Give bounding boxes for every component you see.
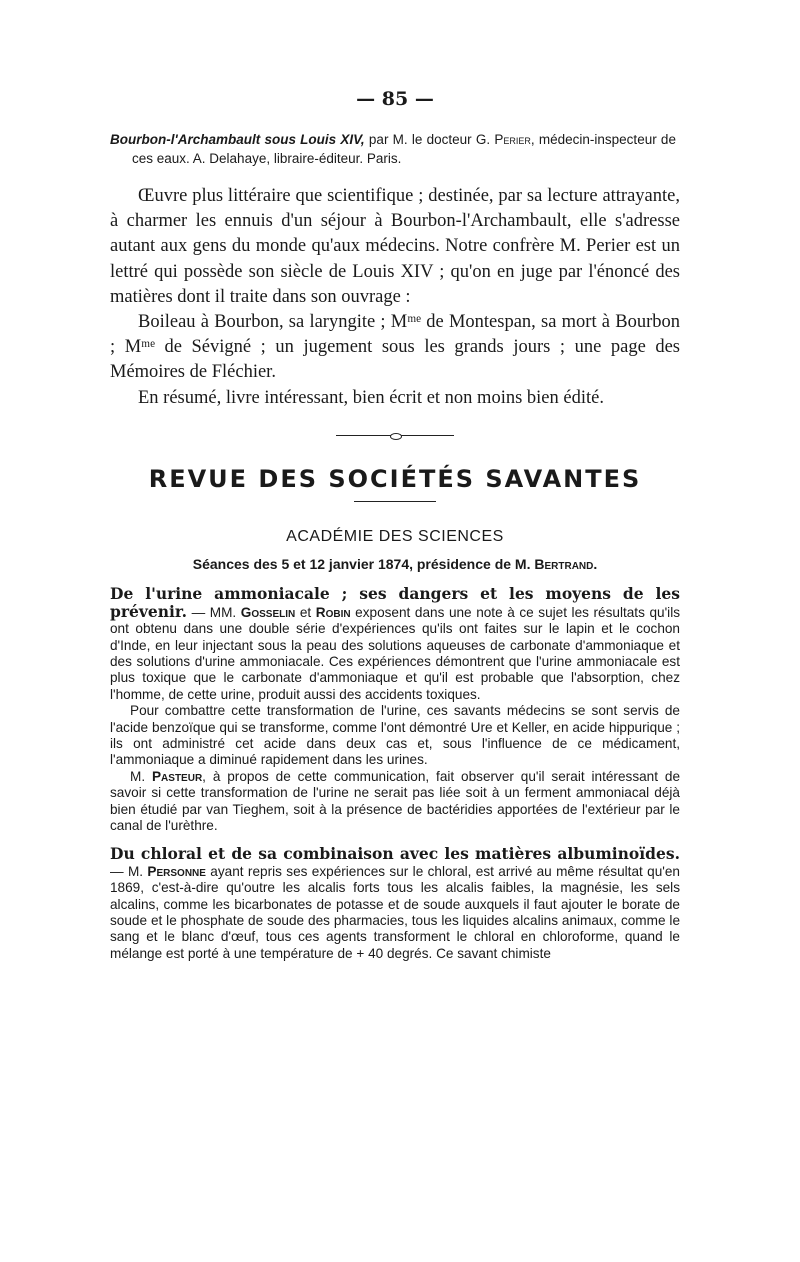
article-title: De l'urine ammoniacale ; ses dangers et les moyens de les prévenir. (110, 584, 680, 621)
author-name: Personne (147, 863, 206, 879)
divider (354, 501, 436, 503)
book-title: Bourbon-l'Archambault sous Louis XIV, (110, 132, 365, 147)
book-review (110, 184, 680, 411)
author-name: Robin (315, 604, 351, 620)
subsection-heading: ACADÉMIE DES SCIENCES (286, 528, 504, 546)
review-paragraph: En résumé, livre intéressant, bien écrit et non moins bien édité. (138, 387, 604, 408)
ornament-divider (336, 433, 454, 439)
review-paragraph: Œuvre plus littéraire que scientifique ; destinée, par sa lecture attrayante, à charmer les ennuis d'un séjour à Bourbon-l'Archambault, elle s'adresse autant aux gens du monde qu'aux médecins. Notre confrère M. Perier est un lettré qui possède son siècle de Louis XIV ; qu'on en juge par l'énoncé des matières dont il traite dans son ouvrage : (110, 186, 680, 307)
book-publisher: , médecin-inspecteur de ces eaux. A. Delahaye, libraire-éditeur. Paris. (132, 132, 676, 166)
article-chloral (110, 846, 680, 962)
article-paragraph: M. Pasteur, à propos de cette communication, fait observer qu'il serait intéressant de savoir si cette transformation de l'urine ne serait pas liée soit à un ferment ammoniacal déjà bien étudié par van Tieghem, soit à la présence de bactéridies apportées de l'extérieur par le canal de l'urèthre. (110, 768, 680, 834)
article-paragraph: Pour combattre cette transformation de l'urine, ces savants médecins se sont servis de l'acide benzoïque qui se transforme, comme l'ont démontré Ure et Keller, en acide hippurique ; ils ont administré cet acide dans deux cas et, sous l'influence de ce médicament, l'ammoniaque a diminué rapidement dans les urines. (110, 703, 680, 768)
section-heading: REVUE DES SOCIÉTÉS SAVANTES (148, 464, 642, 493)
book-by: par M. le docteur G. (368, 132, 491, 147)
article-paragraph: De l'urine ammoniacale ; ses dangers et les moyens de les prévenir. — MM. Gosselin et Robin exposent dans une note à ce sujet les résultats qu'ils ont obtenu dans une double série d'expériences qu'ils ont faites sur le lapin et le cochon d'Inde, en leur injectant sous la peau des solutions aqueuses de carbonate d'ammoniaque et des solutions d'urine ammoniacale. Ces expériences démontrent que l'urine ammoniacale est plus toxique que le carbonate d'ammoniaque et qu'il est probable que l'absorption, chez l'homme, de cette urine, produit aussi des accidents toxiques. (110, 584, 681, 702)
bibliographic-entry (110, 130, 680, 168)
page (110, 88, 680, 962)
page-number: — 85 — (356, 88, 434, 110)
author-name: Pasteur (151, 768, 203, 784)
review-paragraph: Boileau à Bourbon, sa laryngite ; Mᵐᵉ de Montespan, sa mort à Bourbon ; Mᵐᵉ de Sévigné ; un jugement sous les grands jours ; une page des Mémoires de Fléchier. (110, 312, 680, 383)
article-paragraph: Du chloral et de sa combinaison avec les matières albuminoïdes. — M. Personne ayant repris ses expériences sur le chloral, est arrivé au même résultat qu'en 1869, c'est-à-dire qu'outre les alcalis forts tous les alcalis faibles, la magnésie, les sels alcalins, comme les bicarbonates de potasse et de soude auxquels il faut ajouter le borate de soude et le phosphate de soude des pharmacies, tous les liquides alcalins animaux, comme le sang et le blanc d'œuf, tous ces agents transforment le chloral en chloroforme, quand le mélange est porté à une température de + 40 degrés. Ce savant chimiste (110, 844, 680, 961)
article-urine (110, 586, 680, 834)
president-name: Bertrand (534, 556, 594, 573)
sessions-line: Séances des 5 et 12 janvier 1874, présidence de M. Bertrand. (192, 556, 598, 573)
book-author: Perier (494, 132, 531, 147)
article-title: Du chloral et de sa combinaison avec les matières albuminoïdes. (110, 844, 680, 864)
author-name: Gosselin (240, 604, 296, 620)
